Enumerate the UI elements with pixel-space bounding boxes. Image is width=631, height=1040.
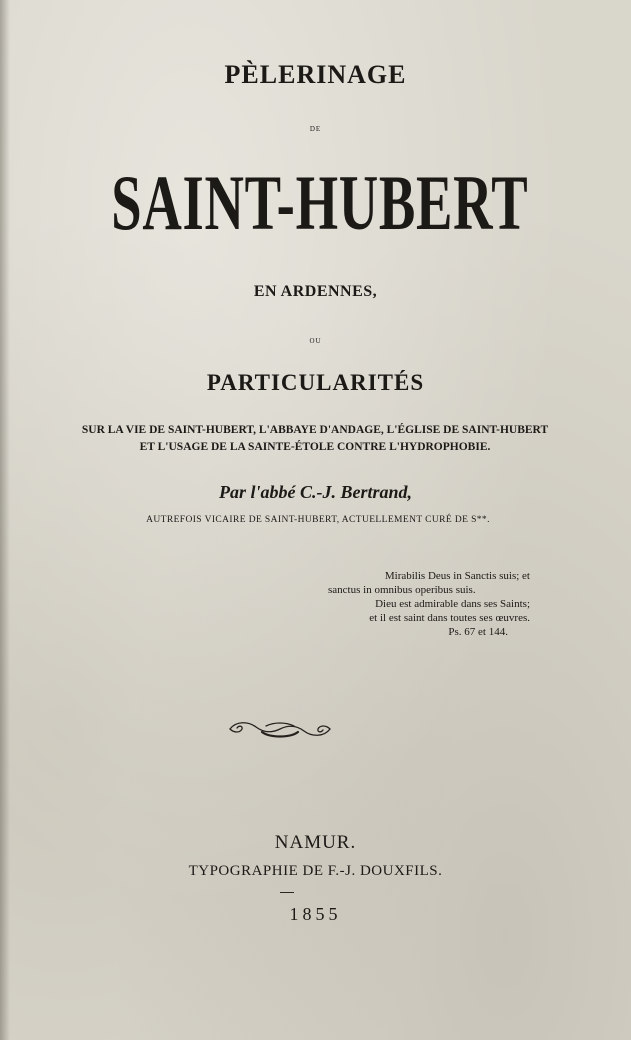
imprint-divider [280, 892, 294, 893]
imprint-printer: TYPOGRAPHIE DE F.-J. DOUXFILS. [188, 863, 443, 879]
epigraph-latin-line-2: sanctus in omnibus operibus suis. [328, 584, 476, 596]
author-name: Par l'abbé C.-J. Bertrand, [218, 482, 412, 502]
main-title: SAINT-HUBERT [111, 159, 529, 246]
page-edge-shadow [0, 0, 10, 1040]
epigraph-reference: Ps. 67 et 144. [448, 626, 508, 638]
title-connector-de: DE [309, 125, 322, 133]
scroll-flourish-icon [226, 718, 334, 740]
title-particularites: PARTICULARITÉS [206, 370, 425, 395]
title-pelerinage: PÈLERINAGE [224, 60, 407, 89]
imprint-city: NAMUR. [274, 832, 357, 853]
title-ardennes: EN ARDENNES, [253, 283, 378, 300]
epigraph-french-line-2: et il est saint dans toutes ses œuvres. [369, 612, 530, 624]
epigraph-latin-line-1: Mirabilis Deus in Sanctis suis; et [384, 570, 530, 582]
subtitle-line-2: ET L'USAGE DE LA SAINTE-ÉTOLE CONTRE L'HYDROPHOBIE. [139, 441, 491, 453]
epigraph-french-line-1: Dieu est admirable dans ses Saints; [375, 598, 530, 610]
imprint-year: 1855 [289, 904, 342, 924]
subtitle-line-1: SUR LA VIE DE SAINT-HUBERT, L'ABBAYE D'ANDAGE, L'ÉGLISE DE SAINT-HUBERT [81, 424, 549, 436]
author-role: AUTREFOIS VICAIRE DE SAINT-HUBERT, ACTUELLEMENT CURÉ DE S**. [146, 515, 490, 525]
title-connector-ou: OU [309, 337, 322, 345]
